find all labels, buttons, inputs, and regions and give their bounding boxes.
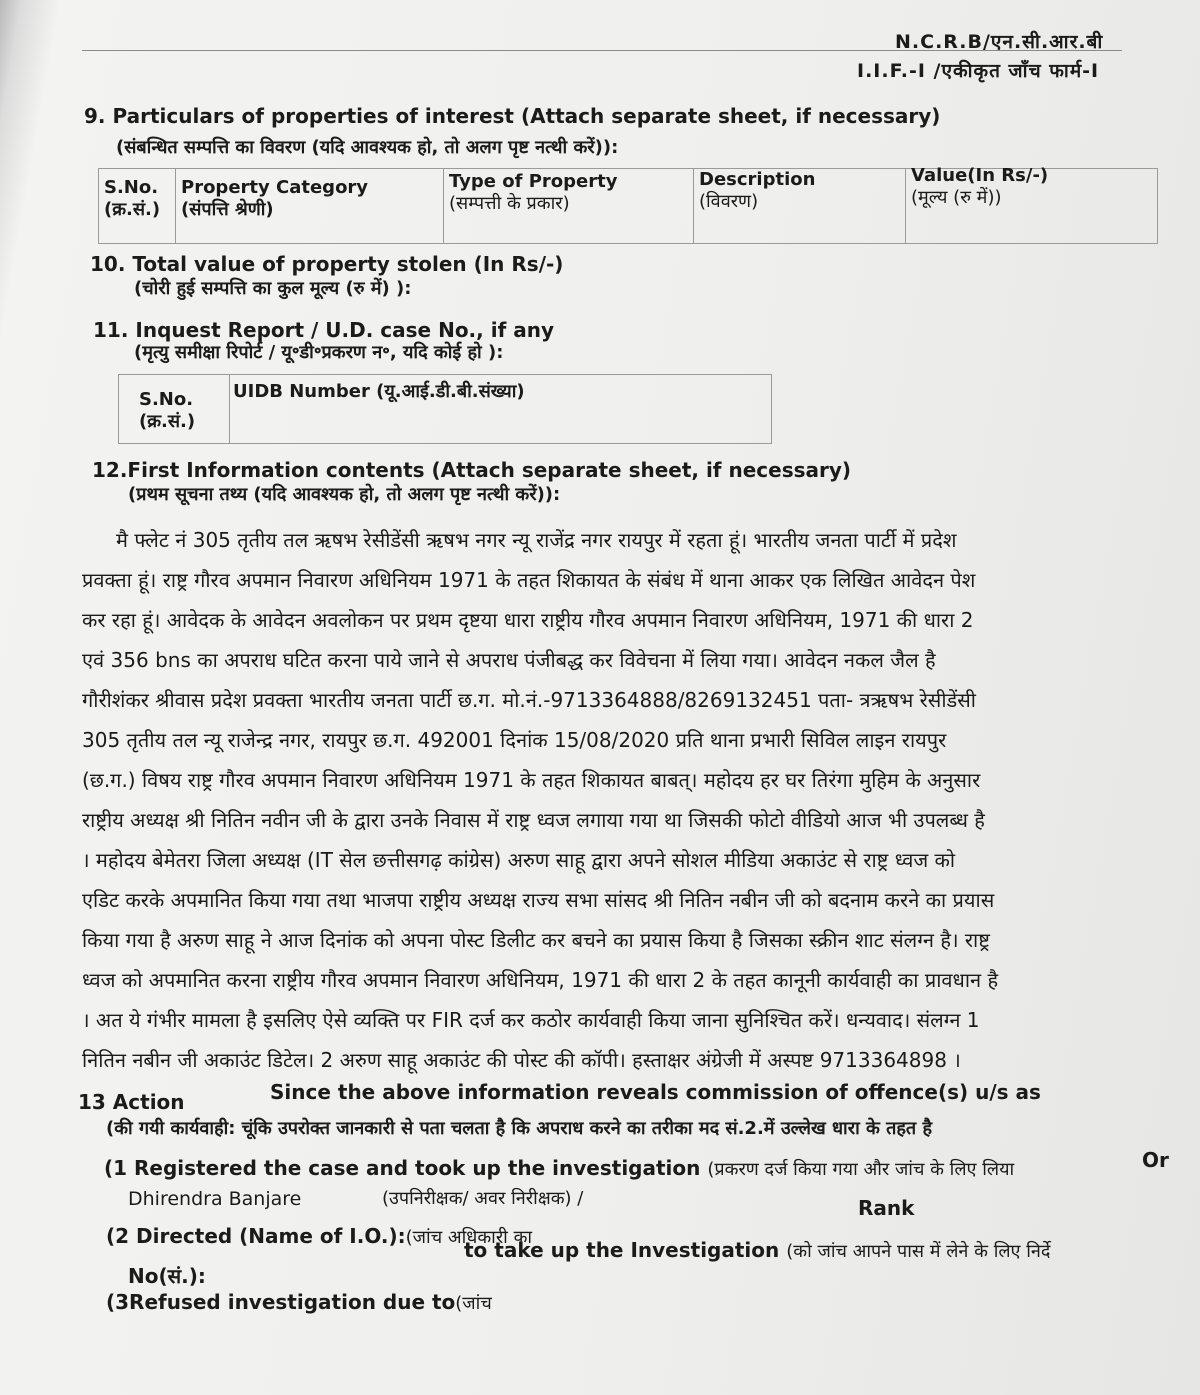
- column-header-sno: S.No. (क्र.सं.): [139, 389, 196, 432]
- or-label: Or: [1142, 1148, 1169, 1172]
- section-12-subtitle: (प्रथम सूचना तथ्य (यदि आवश्यक हो, तो अलग पृष्ट नत्थी करें)):: [128, 484, 561, 505]
- section-12-title: 12.First Information contents (Attach separate sheet, if necessary): [92, 458, 852, 482]
- ncrb-header: N.C.R.B/एन.सी.आर.बी: [895, 31, 1104, 53]
- fir-line: गौरीशंकर श्रीवास प्रदेश प्रवक्ता भारतीय जनता पार्टी छ.ग. मो.नं.-9713364888/8269132451 पता- त्रऋषभ रेसीडेंसी: [82, 688, 976, 712]
- inquest-table: [118, 374, 772, 444]
- fir-line: मै फ्लेट नं 305 तृतीय तल ऋषभ रेसीडेंसी ऋषभ नगर न्यू राजेंद्र नगर रायपुर में रहता हूं। भारतीय जनता पार्टी में प्रदेश: [116, 528, 957, 552]
- no-label: No(सं.):: [128, 1264, 206, 1288]
- column-header-property-category: Property Category (संपत्ति श्रेणी): [181, 177, 369, 220]
- fir-line: 305 तृतीय तल न्यू राजेन्द्र नगर, रायपुर छ.ग. 492001 दिनांक 15/08/2020 प्रति थाना प्रभारी सिविल लाइन रायपुर: [82, 728, 947, 752]
- fir-line: किया गया है अरुण साहू ने आज दिनांक को अपना पोस्ट डिलीट कर बचने का प्रयास किया है जिसका स्क्रीन शाट संलग्न है। राष्ट्र: [82, 928, 990, 952]
- table-divider: [443, 169, 444, 243]
- table-divider: [693, 169, 694, 243]
- fir-line: । अत ये गंभीर मामला है इसलिए ऐसे व्यक्ति पर FIR दर्ज कर कठोर कार्यवाही किया जाना सुनिश्चित करें। धन्यवाद। संलग्न 1: [82, 1008, 980, 1032]
- table-divider: [229, 375, 230, 443]
- fir-line: कर रहा हूं। आवेदक के आवेदन अवलोकन पर प्रथम दृष्टया धारा राष्ट्रीय गौरव अपमान निवारण अधिनियम, 1971 की धारा 2: [82, 608, 974, 632]
- table-divider: [905, 169, 906, 243]
- action-item-2: (2 Directed (Name of I.O.):(जांच अधिकारी का: [106, 1224, 533, 1248]
- fir-line: । महोदय बेमेतरा जिला अध्यक्ष (IT सेल छत्तीसगढ़ कांग्रेस) अरुण साहू द्वारा अपने सोशल मीडिया अकाउंट से राष्ट्र ध्वज को: [82, 848, 956, 872]
- form-header: I.I.F.-I /एकीकृत जाँच फार्म-I: [857, 60, 1100, 82]
- section-9-subtitle: (संबन्धित सम्पत्ति का विवरण (यदि आवश्यक हो, तो अलग पृष्ट नत्थी करें)):: [116, 137, 619, 158]
- column-header-uidb-number: UIDB Number (यू.आई.डी.बी.संख्या): [233, 381, 525, 402]
- section-13-label: 13 Action: [78, 1090, 185, 1114]
- take-up-investigation: to take up the Investigation (को जांच आपने पास में लेने के लिए निर्दे: [464, 1238, 1051, 1262]
- section-9-title: 9. Particulars of properties of interest (Attach separate sheet, if necessary): [84, 104, 941, 128]
- section-13-text: Since the above information reveals commission of offence(s) u/s as: [270, 1080, 1041, 1104]
- table-divider: [175, 169, 176, 243]
- section-10-title: 10. Total value of property stolen (In Rs/-): [90, 252, 564, 276]
- rank-label: Rank: [858, 1196, 915, 1220]
- officer-rank: (उपनिरीक्षक/ अवर निरीक्षक) /: [382, 1188, 584, 1209]
- fir-line: (छ.ग.) विषय राष्ट्र गौरव अपमान निवारण अधिनियम 1971 के तहत शिकायत बाबत्। महोदय हर घर तिरंगा मुहिम के अनुसार: [82, 768, 981, 792]
- column-header-type-of-property: Type of Property (सम्पत्ती के प्रकार): [449, 171, 618, 214]
- action-item-1: (1 Registered the case and took up the investigation (प्रकरण दर्ज किया गया और जांच के लिए लिया: [104, 1156, 1015, 1180]
- section-13-hindi: (की गयी कार्यवाही: चूंकि उपरोक्त जानकारी से पता चलता है कि अपराध करने का तरीका मद सं.2.में उल्लेख धारा के तहत है: [106, 1118, 933, 1139]
- properties-table: [98, 165, 1158, 244]
- section-11-title: 11. Inquest Report / U.D. case No., if any: [93, 318, 555, 342]
- fir-line: एवं 356 bns का अपराध घटित करना पाये जाने से अपराध पंजीबद्ध कर विवेचना में लिया गया। आवेदन नकल जैल है: [82, 648, 936, 672]
- fir-line: नितिन नबीन जी अकाउंट डिटेल। 2 अरुण साहू अकाउंट की पोस्ट की कॉपी। हस्ताक्षर अंग्रेजी में अस्पष्ट 9713364898 ।: [82, 1048, 961, 1072]
- fir-line: प्रवक्ता हूं। राष्ट्र गौरव अपमान निवारण अधिनियम 1971 के तहत शिकायत के संबंध में थाना आकर एक लिखित आवेदन पेश: [82, 568, 976, 592]
- officer-name: Dhirendra Banjare: [128, 1188, 302, 1210]
- action-item-3: (3Refused investigation due to(जांच: [106, 1290, 492, 1314]
- section-11-subtitle: (मृत्यु समीक्षा रिपोर्ट / यू॰डी॰प्रकरण न॰, यदि कोई हो ):: [134, 342, 504, 363]
- section-10-subtitle: (चोरी हुई सम्पत्ति का कुल मूल्य (रु में) ):: [134, 278, 412, 299]
- column-header-description: Description (विवरण): [699, 169, 816, 212]
- column-header-sno: S.No. (क्र.सं.): [104, 177, 161, 220]
- column-header-value: Value(In Rs/-) (मूल्य (रु में)): [911, 165, 1049, 208]
- fir-line: एडिट करके अपमानित किया गया तथा भाजपा राष्ट्रीय अध्यक्ष राज्य सभा सांसद श्री नितिन नबीन जी को बदनाम करने का प्रयास: [82, 888, 995, 912]
- fir-line: ध्वज को अपमानित करना राष्ट्रीय गौरव अपमान निवारण अधिनियम, 1971 की धारा 2 के तहत कानूनी कार्यवाही का प्रावधान है: [82, 968, 999, 992]
- fir-line: राष्ट्रीय अध्यक्ष श्री नितिन नवीन जी के द्वारा उनके निवास में राष्ट्र ध्वज लगाया गया था जिसकी फोटो वीडियो आज भी उपलब्ध है: [82, 808, 985, 832]
